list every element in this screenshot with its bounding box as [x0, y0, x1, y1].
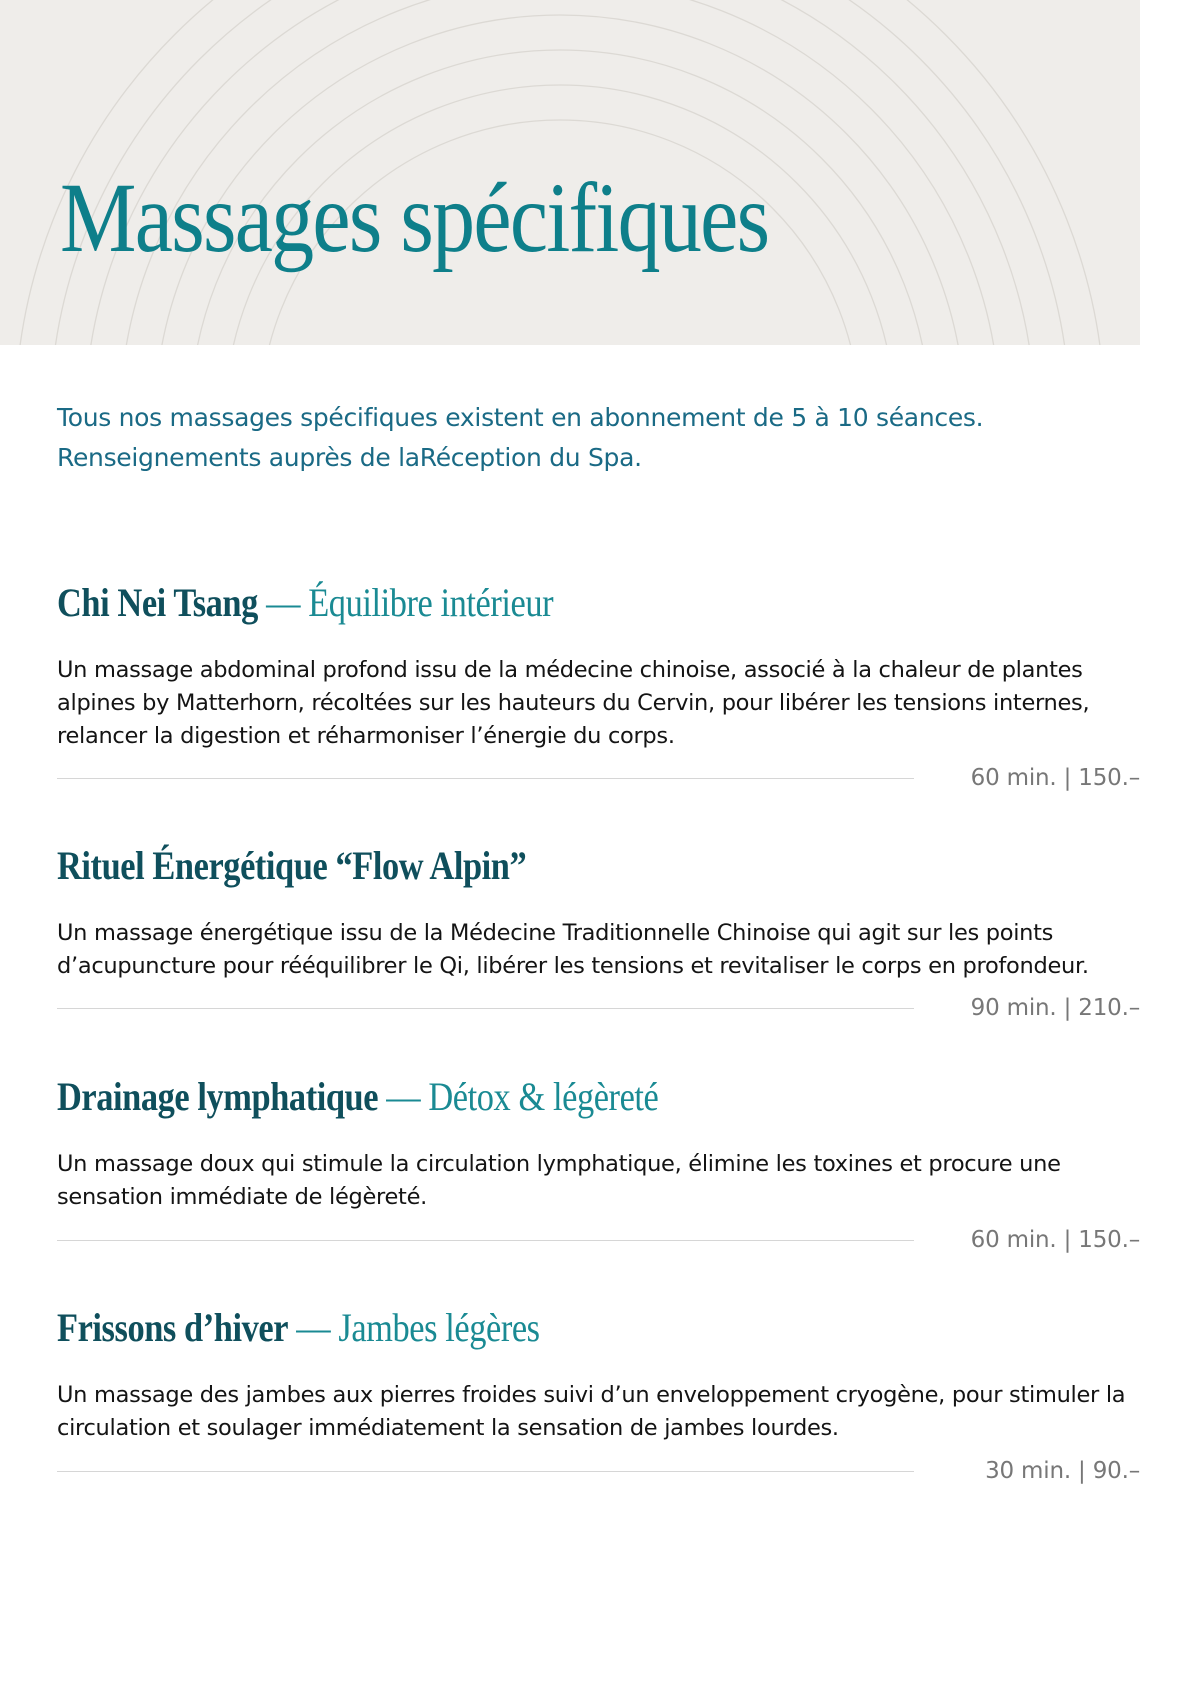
intro-text — [57, 398, 983, 478]
service-subtitle: — Jambes légères — [288, 1305, 540, 1350]
description-line: Un massage doux qui stimule la circulation lymphatique, élimine les toxines et procure une — [57, 1151, 1061, 1177]
service-frissons-hiver — [57, 1305, 1140, 1484]
header-banner — [0, 0, 1140, 345]
service-title — [57, 1074, 988, 1120]
description-line: Un massage des jambes aux pierres froides suivi d’un enveloppement cryogène, pour stimuler la — [57, 1382, 1126, 1408]
description-line: relancer la digestion et réharmoniser l’énergie du corps. — [57, 723, 675, 749]
service-flow-alpin — [57, 843, 1140, 1021]
divider — [57, 1008, 914, 1009]
service-title — [57, 580, 988, 626]
description-line: Un massage énergétique issu de la Médecine Traditionnelle Chinoise qui agit sur les points — [57, 920, 1054, 946]
description-line: sensation immédiate de légèreté. — [57, 1184, 427, 1210]
service-price: 60 min. | 150.– — [970, 1227, 1140, 1253]
service-drainage-lymphatique — [57, 1074, 1140, 1253]
service-name: Frissons d’hiver — [57, 1305, 289, 1350]
divider — [57, 778, 914, 779]
divider — [57, 1471, 914, 1472]
service-description — [57, 917, 1089, 983]
description-line: d’acupuncture pour rééquilibrer le Qi, libérer les tensions et revitaliser le corps en profondeur. — [57, 953, 1089, 979]
service-price: 30 min. | 90.– — [985, 1458, 1140, 1484]
service-title — [57, 843, 988, 889]
service-price: 90 min. | 210.– — [970, 995, 1140, 1021]
intro-line: Renseignements auprès de laRéception du Spa. — [57, 443, 642, 472]
service-title — [57, 1305, 988, 1351]
service-name: Chi Nei Tsang — [57, 580, 258, 625]
service-chi-nei-tsang — [57, 580, 1140, 791]
page-title: Massages spécifiques — [60, 162, 769, 273]
description-line: alpines by Matterhorn, récoltées sur les hauteurs du Cervin, pour libérer les tensions internes, — [57, 690, 1090, 716]
service-description — [57, 1379, 1125, 1445]
service-subtitle: — Détox & légèreté — [378, 1074, 659, 1119]
service-description — [57, 1148, 1061, 1214]
service-name: Rituel Énergétique “Flow Alpin” — [57, 843, 527, 888]
service-description — [57, 654, 1089, 753]
service-name: Drainage lymphatique — [57, 1074, 379, 1119]
intro-line: Tous nos massages spécifiques existent en abonnement de 5 à 10 séances. — [57, 403, 984, 432]
service-price: 60 min. | 150.– — [970, 765, 1140, 791]
divider — [57, 1240, 914, 1241]
description-line: circulation et soulager immédiatement la sensation de jambes lourdes. — [57, 1415, 839, 1441]
description-line: Un massage abdominal profond issu de la médecine chinoise, associé à la chaleur de plantes — [57, 657, 1083, 683]
service-subtitle: — Équilibre intérieur — [257, 580, 554, 625]
